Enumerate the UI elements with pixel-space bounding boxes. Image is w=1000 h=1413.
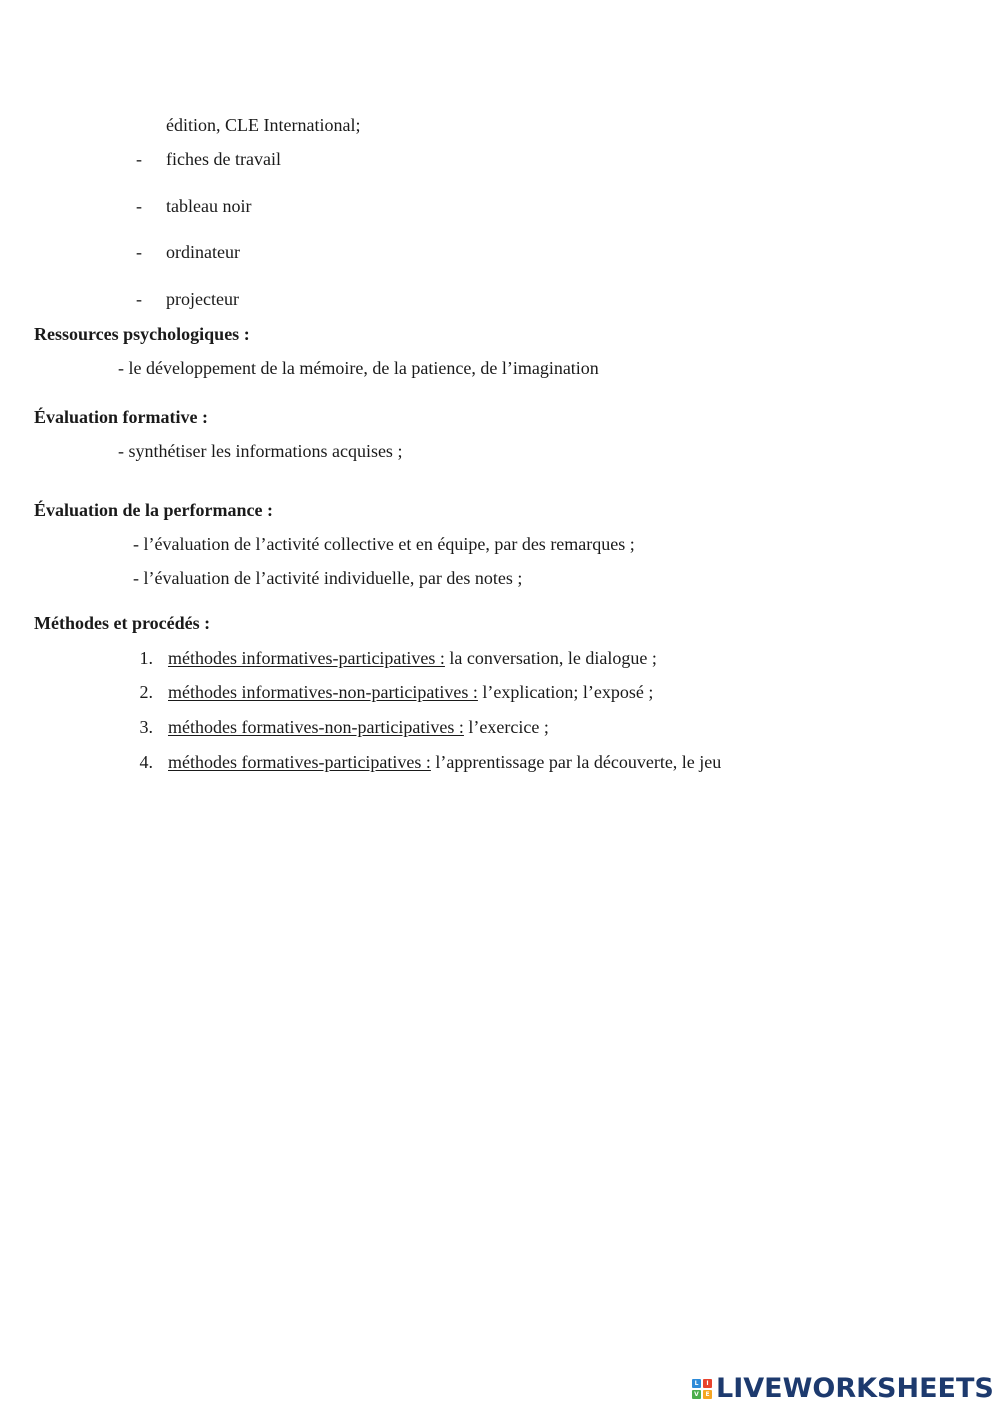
logo-square-e: E [703,1390,712,1399]
methode-item [168,751,721,773]
logo-square-l: L [692,1379,701,1388]
methode-desc: l’explication; l’exposé ; [477,682,654,702]
bullet-dash: - [136,242,142,262]
evaluation-performance-item: - l’évaluation de l’activité individuelle, par des notes ; [133,568,523,588]
evaluation-formative-item: - synthétiser les informations acquises ; [118,441,403,461]
section-heading-evaluation-performance: Évaluation de la performance : [34,500,273,520]
bullet-dash: - [136,196,142,216]
methode-desc: l’exercice ; [463,717,549,737]
logo-square-i: I [703,1379,712,1388]
methode-desc: la conversation, le dialogue ; [444,648,657,668]
methode-item [168,681,653,703]
methode-term: méthodes formatives-participatives : [168,752,431,772]
liveworksheets-logo[interactable] [692,1374,994,1404]
methode-desc: l’apprentissage par la découverte, le jeu [430,752,722,772]
methode-item [168,647,657,669]
bullet-dash: - [136,289,142,309]
liveworksheets-logo-text: LIVEWORKSHEETS [716,1373,994,1404]
liveworksheets-logo-icon [692,1379,712,1399]
material-item: projecteur [166,289,239,309]
methode-number: 2. [139,682,153,702]
material-item: ordinateur [166,242,240,262]
ressources-item: - le développement de la mémoire, de la patience, de l’imagination [118,358,599,378]
material-item: tableau noir [166,196,252,216]
methode-term: méthodes formatives-non-participatives : [168,717,464,737]
methode-term: méthodes informatives-participatives : [168,648,445,668]
methode-number: 4. [139,752,153,772]
methode-number: 3. [139,717,153,737]
methode-term: méthodes informatives-non-participatives : [168,682,478,702]
materials-wrap-line: édition, CLE International; [166,115,361,135]
section-heading-evaluation-formative: Évaluation formative : [34,407,208,427]
bullet-dash: - [136,149,142,169]
evaluation-performance-item: - l’évaluation de l’activité collective et en équipe, par des remarques ; [133,534,635,554]
material-item: fiches de travail [166,149,281,169]
section-heading-ressources: Ressources psychologiques : [34,324,250,344]
methode-number: 1. [139,648,153,668]
methode-item [168,716,549,738]
logo-square-v: V [692,1390,701,1399]
section-heading-methodes: Méthodes et procédés : [34,613,211,633]
